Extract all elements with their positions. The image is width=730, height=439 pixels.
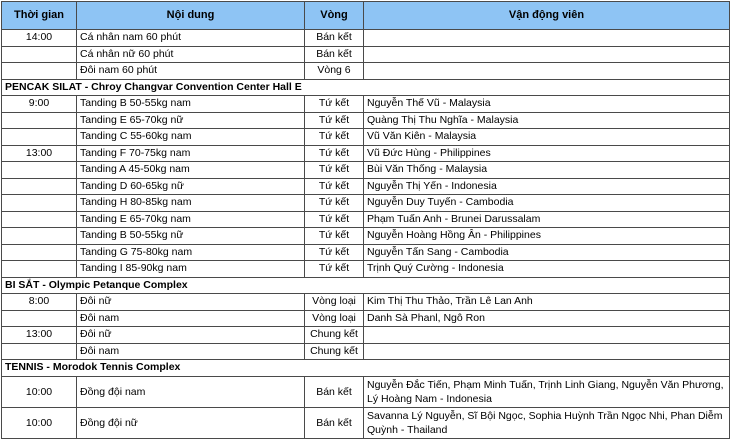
content-cell: Đôi nam bbox=[77, 343, 305, 360]
content-cell: Tanding E 65-70kg nữ bbox=[77, 112, 305, 129]
time-cell bbox=[2, 63, 77, 80]
schedule-body bbox=[2, 30, 730, 439]
table-row bbox=[2, 310, 730, 327]
time-cell bbox=[2, 129, 77, 146]
time-cell: 13:00 bbox=[2, 327, 77, 344]
content-cell: Đồng đội nam bbox=[77, 376, 305, 407]
athletes-cell: Nguyễn Đắc Tiến, Phạm Minh Tuấn, Trịnh Linh Giang, Nguyễn Văn Phương, Lý Hoàng Nam - Indonesia bbox=[364, 376, 730, 407]
schedule-table bbox=[1, 1, 730, 439]
time-cell bbox=[2, 211, 77, 228]
content-cell: Tanding D 60-65kg nữ bbox=[77, 178, 305, 195]
athletes-cell: Nguyễn Duy Tuyến - Cambodia bbox=[364, 195, 730, 212]
content-cell: Tanding E 65-70kg nam bbox=[77, 211, 305, 228]
time-cell: 10:00 bbox=[2, 376, 77, 407]
section-title: PENCAK SILAT - Chroy Changvar Convention Center Hall E bbox=[2, 79, 730, 96]
content-cell: Cá nhân nam 60 phút bbox=[77, 30, 305, 47]
athletes-cell: Kim Thị Thu Thảo, Trần Lê Lan Anh bbox=[364, 294, 730, 311]
time-cell bbox=[2, 343, 77, 360]
content-cell: Tanding C 55-60kg nam bbox=[77, 129, 305, 146]
round-cell: Chung kết bbox=[305, 343, 364, 360]
round-cell: Tứ kết bbox=[305, 129, 364, 146]
round-cell: Bán kết bbox=[305, 376, 364, 407]
time-cell: 14:00 bbox=[2, 30, 77, 47]
table-row bbox=[2, 162, 730, 179]
round-cell: Vòng loại bbox=[305, 310, 364, 327]
content-cell: Đôi nữ bbox=[77, 294, 305, 311]
time-cell bbox=[2, 162, 77, 179]
section-title: BI SẮT - Olympic Petanque Complex bbox=[2, 277, 730, 294]
time-cell bbox=[2, 178, 77, 195]
round-cell: Tứ kết bbox=[305, 112, 364, 129]
content-cell: Đôi nữ bbox=[77, 327, 305, 344]
round-cell: Tứ kết bbox=[305, 145, 364, 162]
table-row bbox=[2, 96, 730, 113]
time-cell bbox=[2, 228, 77, 245]
athletes-cell: Savanna Lý Nguyễn, Sĩ Bội Ngọc, Sophia Huỳnh Trần Ngọc Nhi, Phan Diễm Quỳnh - Thailand bbox=[364, 407, 730, 438]
table-row bbox=[2, 112, 730, 129]
athletes-cell: Quàng Thị Thu Nghĩa - Malaysia bbox=[364, 112, 730, 129]
time-cell bbox=[2, 195, 77, 212]
header-content: Nội dung bbox=[77, 2, 305, 30]
table-row bbox=[2, 178, 730, 195]
table-row bbox=[2, 376, 730, 407]
table-row bbox=[2, 327, 730, 344]
section-title: TENNIS - Morodok Tennis Complex bbox=[2, 360, 730, 377]
table-row bbox=[2, 261, 730, 278]
athletes-cell: Trịnh Quý Cường - Indonesia bbox=[364, 261, 730, 278]
athletes-cell: Vũ Văn Kiên - Malaysia bbox=[364, 129, 730, 146]
content-cell: Tanding I 85-90kg nam bbox=[77, 261, 305, 278]
time-cell bbox=[2, 244, 77, 261]
table-row bbox=[2, 30, 730, 47]
round-cell: Tứ kết bbox=[305, 211, 364, 228]
round-cell: Tứ kết bbox=[305, 178, 364, 195]
athletes-cell bbox=[364, 343, 730, 360]
round-cell: Bán kết bbox=[305, 407, 364, 438]
section-row bbox=[2, 360, 730, 377]
time-cell: 13:00 bbox=[2, 145, 77, 162]
round-cell: Bán kết bbox=[305, 46, 364, 63]
table-row bbox=[2, 343, 730, 360]
content-cell: Đôi nam bbox=[77, 310, 305, 327]
time-cell bbox=[2, 46, 77, 63]
round-cell: Tứ kết bbox=[305, 244, 364, 261]
content-cell: Cá nhân nữ 60 phút bbox=[77, 46, 305, 63]
athletes-cell: Danh Sà Phanl, Ngô Ron bbox=[364, 310, 730, 327]
table-row bbox=[2, 145, 730, 162]
table-row bbox=[2, 407, 730, 438]
athletes-cell: Nguyễn Thị Yến - Indonesia bbox=[364, 178, 730, 195]
header-row bbox=[2, 2, 730, 30]
table-row bbox=[2, 129, 730, 146]
athletes-cell bbox=[364, 46, 730, 63]
content-cell: Đồng đội nữ bbox=[77, 407, 305, 438]
athletes-cell bbox=[364, 63, 730, 80]
round-cell: Tứ kết bbox=[305, 228, 364, 245]
time-cell: 9:00 bbox=[2, 96, 77, 113]
round-cell: Chung kết bbox=[305, 327, 364, 344]
round-cell: Vòng 6 bbox=[305, 63, 364, 80]
header-round: Vòng bbox=[305, 2, 364, 30]
section-row bbox=[2, 277, 730, 294]
content-cell: Tanding F 70-75kg nam bbox=[77, 145, 305, 162]
athletes-cell bbox=[364, 30, 730, 47]
content-cell: Tanding B 50-55kg nam bbox=[77, 96, 305, 113]
athletes-cell bbox=[364, 327, 730, 344]
table-row bbox=[2, 195, 730, 212]
section-row bbox=[2, 79, 730, 96]
content-cell: Tanding A 45-50kg nam bbox=[77, 162, 305, 179]
athletes-cell: Phạm Tuấn Anh - Brunei Darussalam bbox=[364, 211, 730, 228]
time-cell bbox=[2, 261, 77, 278]
athletes-cell: Vũ Đức Hùng - Philippines bbox=[364, 145, 730, 162]
round-cell: Vòng loại bbox=[305, 294, 364, 311]
time-cell bbox=[2, 112, 77, 129]
content-cell: Tanding G 75-80kg nam bbox=[77, 244, 305, 261]
content-cell: Đôi nam 60 phút bbox=[77, 63, 305, 80]
athletes-cell: Nguyễn Hoàng Hồng Ân - Philippines bbox=[364, 228, 730, 245]
time-cell: 8:00 bbox=[2, 294, 77, 311]
time-cell: 10:00 bbox=[2, 407, 77, 438]
table-row bbox=[2, 46, 730, 63]
content-cell: Tanding H 80-85kg nam bbox=[77, 195, 305, 212]
table-row bbox=[2, 244, 730, 261]
table-row bbox=[2, 294, 730, 311]
athletes-cell: Nguyễn Thế Vũ - Malaysia bbox=[364, 96, 730, 113]
athletes-cell: Nguyễn Tấn Sang - Cambodia bbox=[364, 244, 730, 261]
round-cell: Tứ kết bbox=[305, 195, 364, 212]
athletes-cell: Bùi Văn Thống - Malaysia bbox=[364, 162, 730, 179]
table-row bbox=[2, 63, 730, 80]
time-cell bbox=[2, 310, 77, 327]
round-cell: Tứ kết bbox=[305, 162, 364, 179]
content-cell: Tanding B 50-55kg nữ bbox=[77, 228, 305, 245]
table-row bbox=[2, 211, 730, 228]
round-cell: Bán kết bbox=[305, 30, 364, 47]
round-cell: Tứ kết bbox=[305, 261, 364, 278]
header-athletes: Vận động viên bbox=[364, 2, 730, 30]
table-row bbox=[2, 228, 730, 245]
round-cell: Tứ kết bbox=[305, 96, 364, 113]
header-time: Thời gian bbox=[2, 2, 77, 30]
